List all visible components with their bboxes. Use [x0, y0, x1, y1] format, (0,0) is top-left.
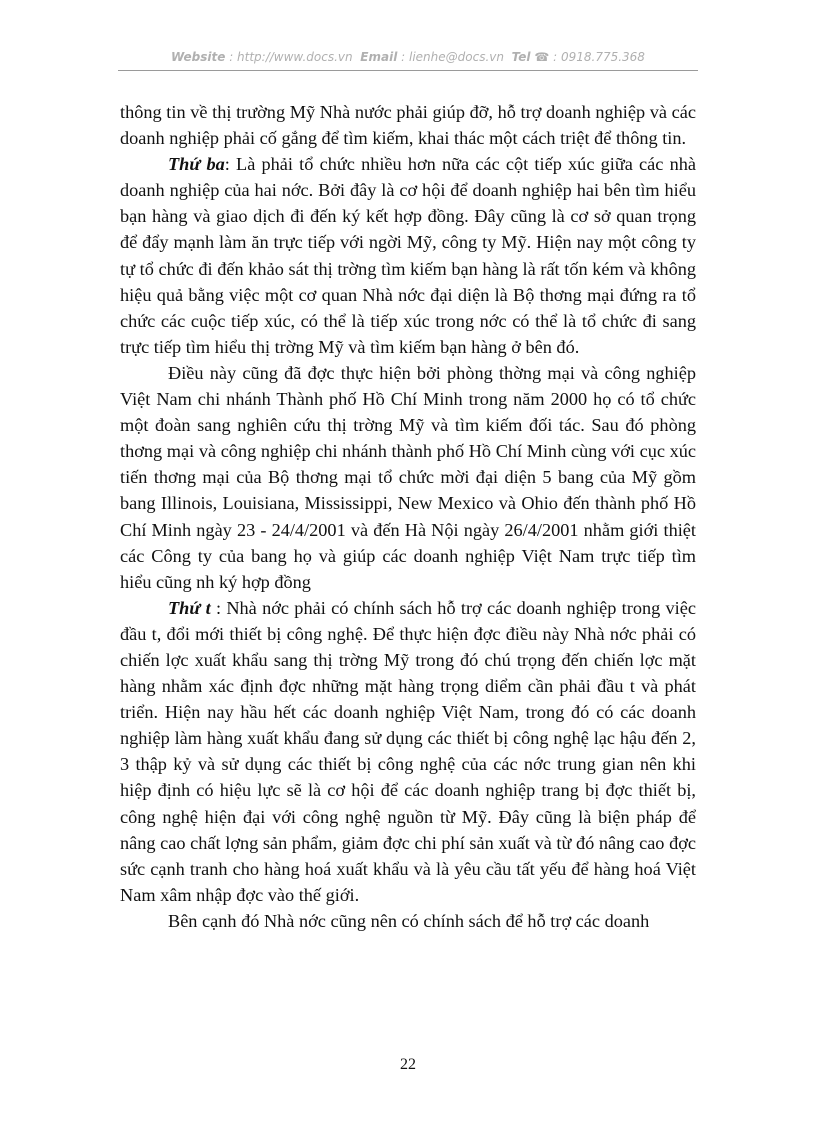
- header-divider: [118, 70, 698, 71]
- paragraph-text: Điều này cũng đã đợc thực hiện bởi phòng thờng mại và công nghiệp Việt Nam chi nhánh Thành phố Hồ Chí Minh trong năm 2000 họ có tổ chức một đoàn sang nghiên cứu thị trờng Mỹ và tìm kiếm đối tác. Sau đó phòng thơng mại và công nghiệp chi nhánh thành phố Hồ Chí Minh cùng với cục xúc tiến thơng mại của Bộ thơng mại tổ chức mời đại diện 5 bang của Mỹ gồm bang Illinois, Louisiana, Mississippi, New Mexico và Ohio đến thành phố Hồ Chí Minh ngày 23 - 24/4/2001 và đến Hà Nội ngày 26/4/2001 nhằm giới thiệt các Công ty của bang họ và giúp các doanh nghiệp Việt Nam trực tiếp tìm hiểu cũng nh ký hợp đồng: [120, 362, 696, 592]
- paragraph-text: thông tin về thị trường Mỹ Nhà nước phải giúp đỡ, hỗ trợ doanh nghiệp và các doanh nghiệp phải cố gắng để tìm kiếm, khai thác một cách triệt để thông tin.: [120, 102, 696, 149]
- website-value: : http://www.docs.vn: [229, 50, 353, 64]
- tel-label: Tel: [511, 50, 531, 64]
- paragraph-lead: Thứ t: [168, 597, 211, 618]
- paragraph-text: Bên cạnh đó Nhà nớc cũng nên có chính sách để hỗ trợ các doanh: [168, 910, 650, 931]
- paragraph-continuation: [120, 99, 696, 151]
- email-value: : lienhe@docs.vn: [401, 50, 504, 64]
- page-header: [118, 50, 698, 64]
- website-label: Website: [171, 50, 226, 64]
- page-number: 22: [400, 1056, 416, 1073]
- paragraph-thu-tu: [120, 595, 696, 908]
- tel-value: ☎ : 0918.775.368: [534, 50, 645, 64]
- paragraph-text: : Nhà nớc phải có chính sách hỗ trợ các doanh nghiệp trong việc đầu t, đổi mới thiết bị công nghệ. Để thực hiện đợc điều này Nhà nớc phải có chiến lợc xuất khẩu sang thị trờng Mỹ trong đó chú trọng đến chiến lợc mặt hàng nhằm xác định đợc những mặt hàng trọng diểm cần phải đầu t và phát triển. Hiện nay hầu hết các doanh nghiệp Việt Nam, trong đó có các doanh nghiệp làm hàng xuất khẩu đang sử dụng các thiết bị công nghệ lạc hậu đến 2, 3 thập kỷ và sử dụng các thiết bị công nghệ của các nớc trung gian nên khi hiệp định có hiệu lực sẽ là cơ hội để các doanh nghiệp trang bị đợc thiết bị, công nghệ hiện đại với công nghệ nguồn từ Mỹ. Đây cũng là biện pháp để nâng cao chất lợng sản phẩm, giảm đợc chi phí sản xuất và từ đó nâng cao đợc sức cạnh tranh cho hàng hoá xuất khẩu và là yêu cầu tất yếu để hàng hoá Việt Nam xâm nhập đợc vào thế giới.: [120, 597, 696, 905]
- paragraph-dieu-nay: [120, 360, 696, 595]
- paragraph-ben-canh: [120, 908, 696, 934]
- document-body: [120, 99, 696, 934]
- paragraph-text: : Là phải tổ chức nhiều hơn nữa các cột tiếp xúc giữa các nhà doanh nghiệp của hai nớc. Bởi đây là cơ hội để doanh nghiệp hai bên tìm hiểu bạn hàng và giao dịch đi đến ký kết hợp đồng. Đây cũng là cơ sở quan trọng để đẩy mạnh làm ăn trực tiếp với ngời Mỹ, công ty Mỹ. Hiện nay một công ty tự tổ chức đi đến khảo sát thị trờng tìm kiếm bạn hàng là rất tốn kém và không hiệu quả bằng việc một cơ quan Nhà nớc đại diện là Bộ thơng mại đứng ra tổ chức các cuộc tiếp xúc, có thể là tiếp xúc trong nớc có thể là tổ chức đi sang trực tiếp tìm hiểu thị trờng Mỹ và tìm kiếm bạn hàng ở bên đó.: [120, 154, 696, 357]
- paragraph-thu-ba: [120, 151, 696, 360]
- paragraph-lead: Thứ ba: [168, 154, 225, 175]
- email-label: Email: [360, 50, 398, 64]
